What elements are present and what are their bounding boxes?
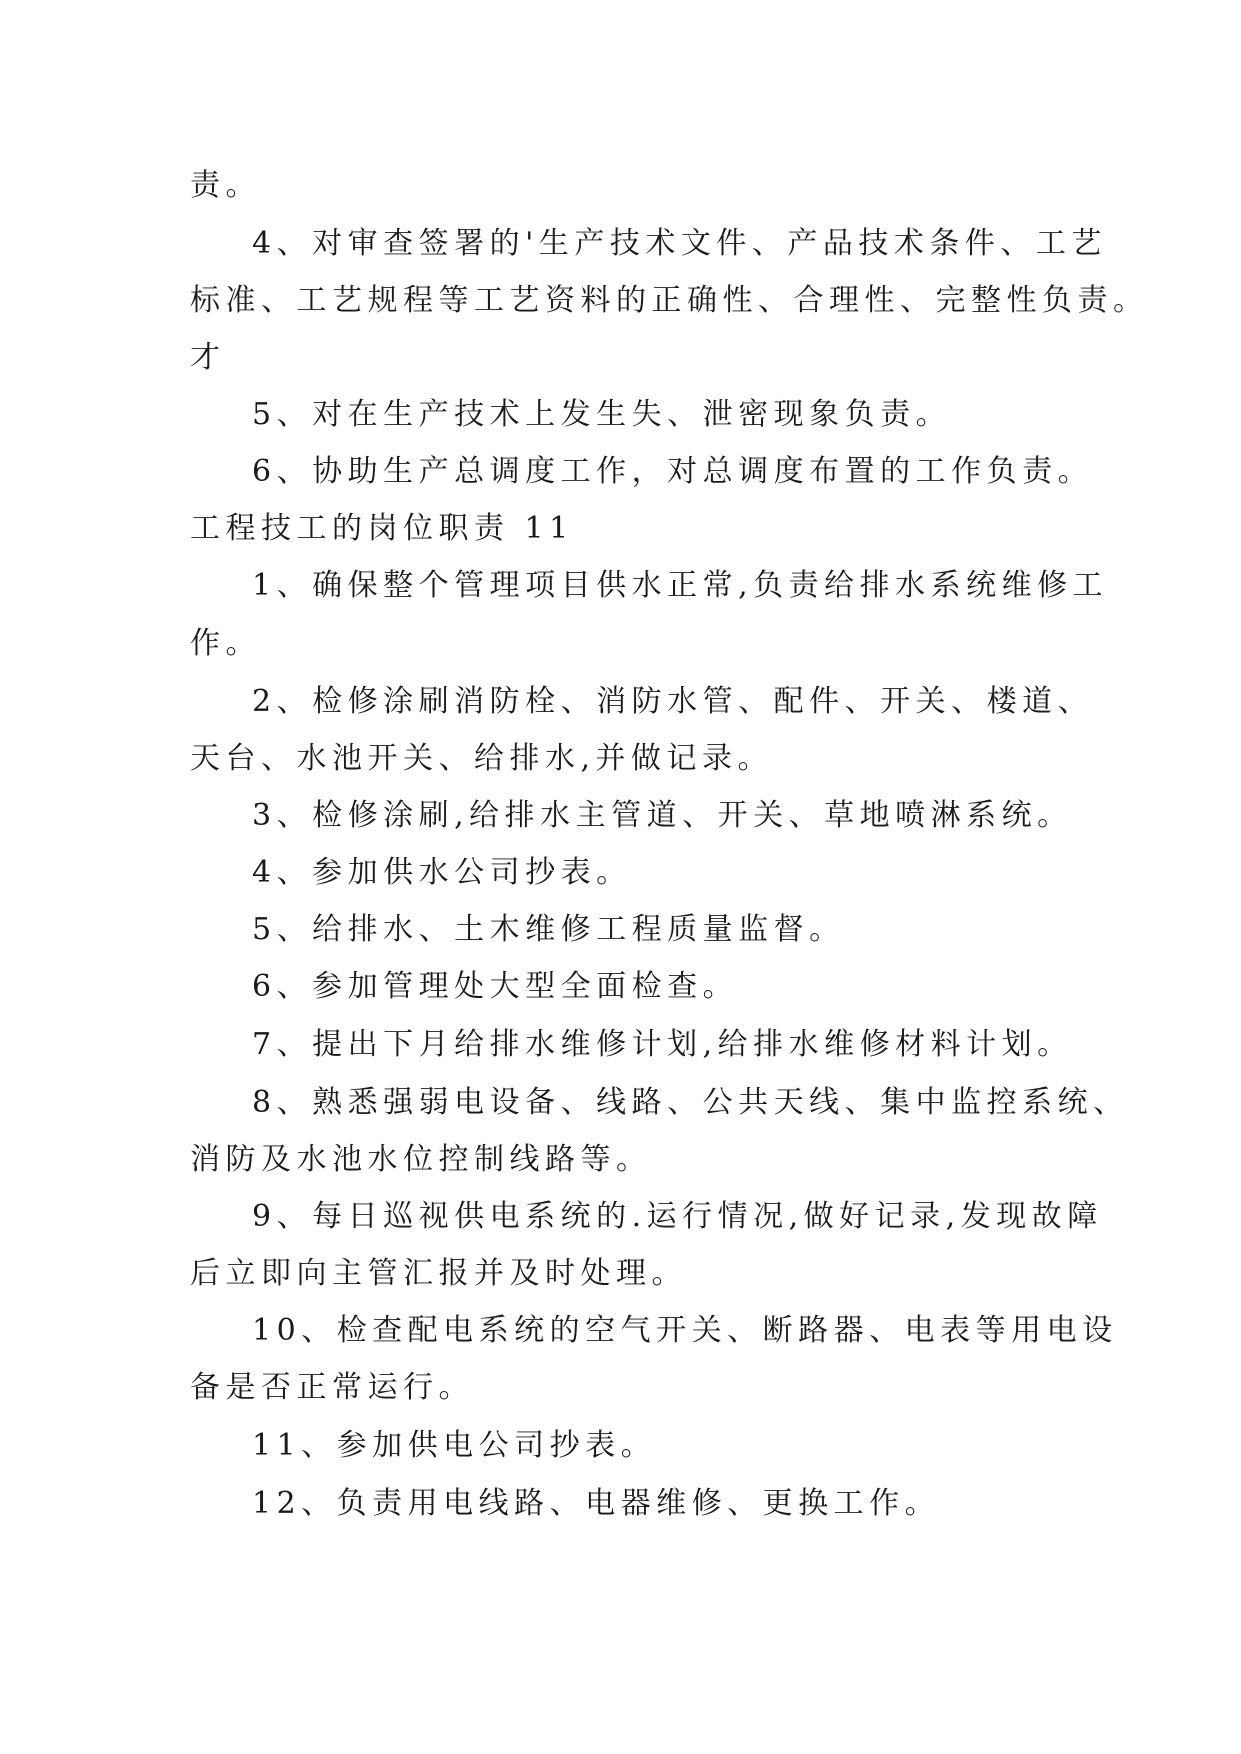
text-line: 后立即向主管汇报并及时处理。 [190, 1256, 687, 1291]
text-line: 责。 [190, 168, 261, 203]
list-item: 1、确保整个管理项目供水正常,负责给排水系统维修工 [252, 568, 1109, 603]
list-item: 6、参加管理处大型全面检查。 [252, 969, 739, 1004]
text-line: 天台、水池开关、给排水,并做记录。 [190, 741, 774, 776]
text-line: 作。 [190, 626, 261, 661]
list-item: 4、对审查签署的'生产技术文件、产品技术条件、工艺 [252, 226, 1107, 261]
list-item: 8、熟悉强弱电设备、线路、公共天线、集中监控系统、 [252, 1085, 1129, 1120]
text-line: 消防及水池水位控制线路等。 [190, 1142, 652, 1177]
section-title: 工程技工的岗位职责 11 [190, 511, 574, 546]
list-item: 5、给排水、土木维修工程质量监督。 [252, 912, 845, 947]
text-line: 才 [190, 340, 226, 375]
list-item: 9、每日巡视供电系统的.运行情况,做好记录,发现故障 [252, 1199, 1103, 1234]
list-item: 2、检修涂刷消防栓、消防水管、配件、开关、楼道、 [252, 684, 1094, 719]
list-item: 7、提出下月给排水维修计划,给排水维修材料计划。 [252, 1027, 1073, 1062]
list-item: 3、检修涂刷,给排水主管道、开关、草地喷淋系统。 [252, 798, 1073, 833]
text-line: 标准、工艺规程等工艺资料的正确性、合理性、完整性负责。 [190, 283, 1149, 318]
list-item: 6、协助生产总调度工作，对总调度布置的工作负责。 [252, 454, 1094, 489]
text-line: 备是否正常运行。 [190, 1370, 474, 1405]
list-item: 10、检查配电系统的空气开关、断路器、电表等用电设 [252, 1313, 1118, 1348]
list-item: 11、参加供电公司抄表。 [252, 1428, 657, 1463]
list-item: 4、参加供水公司抄表。 [252, 855, 632, 890]
list-item: 12、负责用电线路、电器维修、更换工作。 [252, 1486, 941, 1521]
list-item: 5、对在生产技术上发生失、泄密现象负责。 [252, 397, 952, 432]
